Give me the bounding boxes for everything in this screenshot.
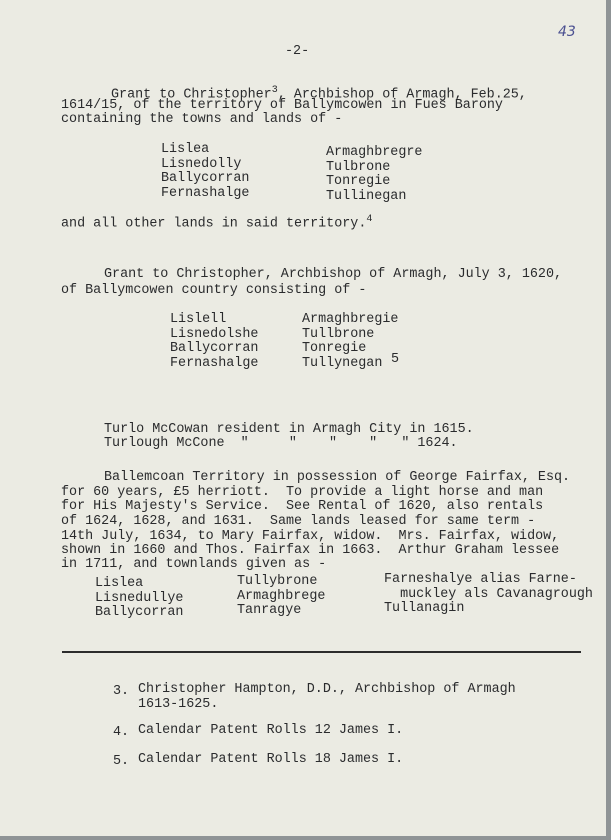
land-name: Tulbrone — [326, 159, 391, 175]
land-name: Lisnedolshe — [170, 326, 259, 342]
grant2-lands-left — [170, 313, 258, 371]
resident-line2: Turlough McCone " " " " " 1624. — [104, 436, 458, 451]
land-name: Lisnedolly — [161, 156, 242, 172]
townland-name: Tullanagin — [384, 601, 465, 616]
land-name: Fernashalge — [170, 355, 259, 371]
land-name: Tonregie — [326, 174, 391, 189]
territory-line: of 1624, 1628, and 1631. Same lands leased for same term - — [61, 514, 536, 529]
land-name: Ballycorran — [170, 341, 259, 356]
territory-line: in 1711, and townlands given as - — [61, 557, 327, 572]
land-name: Lislell — [170, 312, 227, 327]
footnote-text: 1613-1625. — [138, 697, 219, 712]
territory-line: for His Majesty's Service. See Rental of 1620, also rentals — [61, 499, 544, 514]
footnote-text: Christopher Hampton, D.D., Archbishop of Armagh — [138, 682, 516, 697]
page-header: -2- — [285, 44, 310, 59]
territory-line: 14th July, 1634, to Mary Fairfax, widow. Mrs. Fairfax, widow, — [61, 529, 560, 544]
grant1-closing: and all other lands in said territory.$^4$ — [61, 214, 373, 232]
territory-line: Ballemcoan Territory in possession of George Fairfax, Esq. — [104, 470, 571, 485]
townland-name: Lisnedullye — [95, 590, 184, 606]
land-name: Tonregie — [302, 341, 367, 356]
townland-name: Armaghbrege — [237, 588, 326, 604]
land-name: Fernashalge — [161, 185, 250, 201]
footnote-text: Calendar Patent Rolls 12 James I. — [138, 723, 404, 738]
grant1-line3: containing the towns and lands of - — [61, 112, 343, 127]
land-name: Tullinegan — [326, 188, 407, 204]
footnote-number: 5. — [113, 754, 130, 769]
footnote-ref-4: 4 — [366, 214, 373, 225]
resident-line1: Turlo McCowan resident in Armagh City in 1615. — [104, 422, 474, 437]
footnote-number: 3. — [113, 684, 130, 699]
land-name: Tullynegan — [302, 355, 383, 371]
townland-name: Tanragye — [237, 603, 302, 618]
townland-name: Ballycorran — [95, 605, 184, 620]
grant2-lands-right — [302, 313, 398, 371]
grant1-lands-right — [326, 146, 422, 204]
grant1-lands-left — [161, 143, 249, 201]
land-name: Ballycorran — [161, 171, 250, 186]
territory-line: for 60 years, £5 herriott. To provide a light horse and man — [61, 485, 544, 500]
land-name: Armaghbregre — [326, 145, 423, 160]
townlands-col3 — [384, 573, 593, 617]
townland-name: Farneshalye alias Farne- — [384, 572, 577, 587]
footnote-divider — [62, 651, 581, 653]
townlands-col1 — [95, 577, 183, 621]
land-name: Lislea — [161, 142, 210, 157]
townland-name: Tullybrone — [237, 574, 318, 589]
townland-name: Lislea — [95, 576, 144, 591]
territory-line: shown in 1660 and Thos. Fairfax in 1663. Arthur Graham lessee — [61, 543, 560, 558]
townland-name: muckley als Cavanagrough — [384, 586, 593, 602]
footnote-ref-5: 5 — [391, 352, 400, 367]
grant2-line1: Grant to Christopher, Archbishop of Armagh, July 3, 1620, — [104, 267, 563, 282]
grant1-line1: Grant to Christopher$^3$, Archbishop of Armagh, Feb.25, — [111, 85, 527, 103]
grant1-line2: 1614/15, of the territory of Ballymcowen in Fues Barony — [61, 98, 503, 113]
grant2-line2: of Ballymcowen country consisting of - — [61, 283, 367, 298]
footnote-ref-3: 3 — [271, 85, 278, 96]
land-name: Armaghbregie — [302, 312, 399, 327]
footnote-number: 4. — [113, 725, 130, 740]
footnote-text: Calendar Patent Rolls 18 James I. — [138, 752, 404, 767]
townlands-col2 — [237, 575, 325, 619]
land-name: Tullbrone — [302, 326, 375, 342]
page-number-handwritten: 43 — [558, 24, 576, 40]
